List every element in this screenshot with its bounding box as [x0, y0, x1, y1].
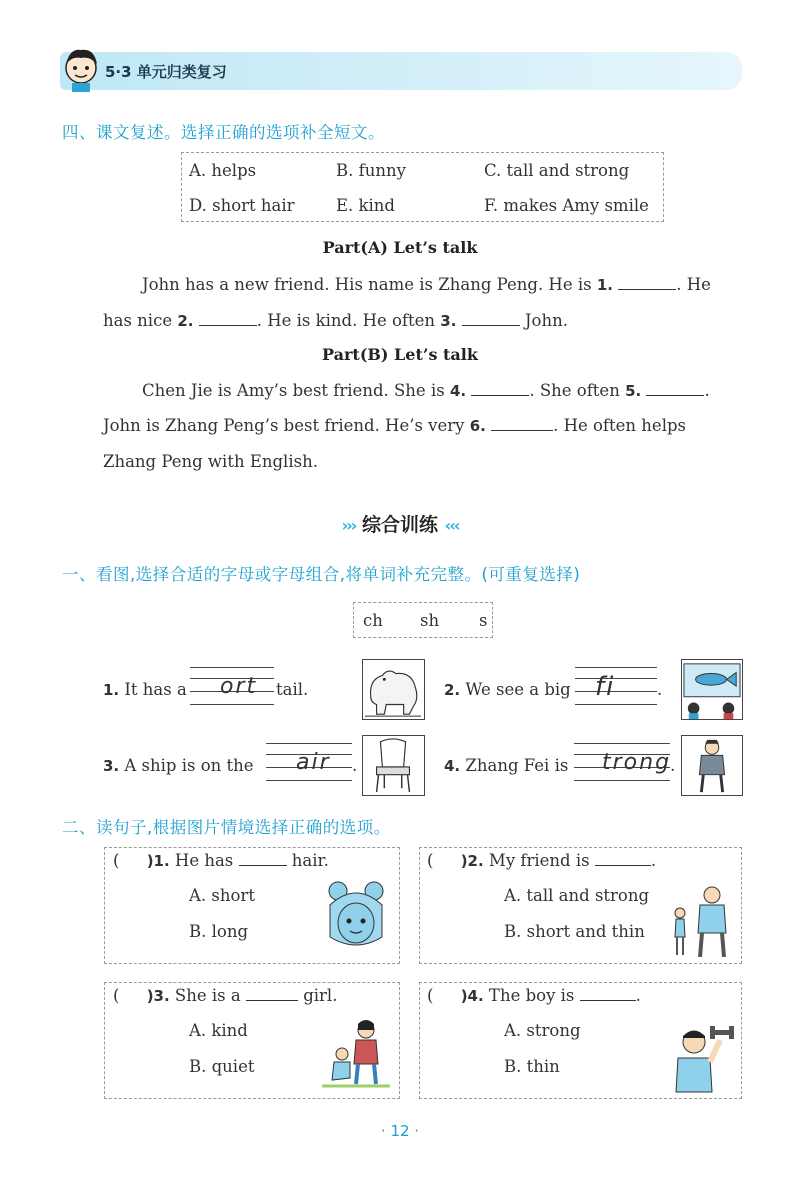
zhang-fei-image [681, 735, 743, 796]
kind-girl-image [318, 1018, 394, 1090]
writing-lines-2[interactable] [575, 667, 657, 707]
option-c: C. tall and strong [484, 161, 630, 180]
option-a: A. helps [189, 161, 257, 180]
chair-image [362, 735, 425, 796]
section1-title: 一、看图,选择合适的字母或字母组合,将单词补充完整。(可重复选择) [62, 565, 581, 584]
letter-option-ch: ch [363, 611, 383, 630]
section4-title: 四、课文复述。选择正确的选项补全短文。 [62, 123, 385, 142]
writing-lines-1[interactable] [190, 667, 274, 707]
q2-blank[interactable] [595, 852, 651, 866]
word-item-1: 1. It has a [103, 680, 187, 699]
part-b-line-3: Zhang Peng with English. [103, 452, 318, 471]
part-b-heading: Part(B) Let’s talk [322, 345, 478, 364]
q3-option-a[interactable]: A. kind [189, 1021, 248, 1040]
q4-option-a[interactable]: A. strong [504, 1021, 581, 1040]
letter-option-s: s [479, 611, 488, 630]
q2-option-a[interactable]: A. tall and strong [504, 886, 650, 905]
q4-option-b[interactable]: B. thin [504, 1057, 560, 1076]
option-f: F. makes Amy smile [484, 196, 649, 215]
section2-title: 二、读句子,根据图片情境选择正确的选项。 [62, 818, 391, 837]
q1-option-b[interactable]: B. long [189, 922, 249, 941]
handwritten-answer-3: air [296, 750, 331, 775]
option-b: B. funny [336, 161, 406, 180]
question-1-stem: ( )1. He has hair. [113, 851, 329, 870]
blank-6[interactable] [491, 417, 553, 431]
q4-blank[interactable] [580, 987, 636, 1001]
blank-5[interactable] [646, 382, 704, 396]
part-b-line-2: John is Zhang Peng’s best friend. He’s very 6. . He often helps [103, 416, 687, 435]
bear-image [362, 659, 425, 720]
word-item-3: 3. A ship is on the [103, 756, 254, 775]
blank-2[interactable] [199, 312, 257, 326]
letters-box [353, 602, 493, 638]
handwritten-answer-4: trong [602, 750, 672, 775]
q3-option-b[interactable]: B. quiet [189, 1057, 255, 1076]
question-2-stem: ( )2. My friend is . [427, 851, 657, 870]
q2-option-b[interactable]: B. short and thin [504, 922, 645, 941]
strong-boy-dumbbell-image [664, 1018, 738, 1094]
aquarium-fish-image [681, 659, 743, 720]
part-a-heading: Part(A) Let’s talk [322, 238, 478, 257]
training-title: ››› 综合训练 ‹‹‹ [341, 514, 459, 536]
letter-option-sh: sh [420, 611, 440, 630]
handwritten-answer-1: ort [220, 674, 258, 699]
option-d: D. short hair [189, 196, 295, 215]
part-a-line-1: John has a new friend. His name is Zhang Peng. He is 1. . He [142, 275, 711, 294]
handwritten-answer-2: fi [595, 672, 616, 702]
writing-lines-4[interactable] [574, 743, 670, 783]
page-number: · 12 · [380, 1122, 420, 1140]
option-e: E. kind [336, 196, 395, 215]
tall-friend-image [664, 881, 738, 959]
q3-blank[interactable] [246, 987, 298, 1001]
q1-option-a[interactable]: A. short [189, 886, 255, 905]
question-3-stem: ( )3. She is a girl. [113, 986, 338, 1005]
blank-4[interactable] [471, 382, 529, 396]
blank-1[interactable] [618, 276, 676, 290]
q1-blank[interactable] [239, 852, 287, 866]
writing-lines-3[interactable] [266, 743, 352, 783]
blank-3[interactable] [462, 312, 520, 326]
header-title: 5·3 单元归类复习 [105, 63, 227, 81]
mascot-icon [60, 44, 102, 92]
word-item-2: 2. We see a big [444, 680, 571, 699]
part-a-line-2: has nice 2. . He is kind. He often 3. John. [103, 311, 568, 330]
part-b-line-1: Chen Jie is Amy’s best friend. She is 4. . She often 5. . [142, 381, 710, 400]
long-hair-child-image [316, 877, 396, 957]
word-item-4: 4. Zhang Fei is [444, 756, 569, 775]
question-4-stem: ( )4. The boy is . [427, 986, 641, 1005]
